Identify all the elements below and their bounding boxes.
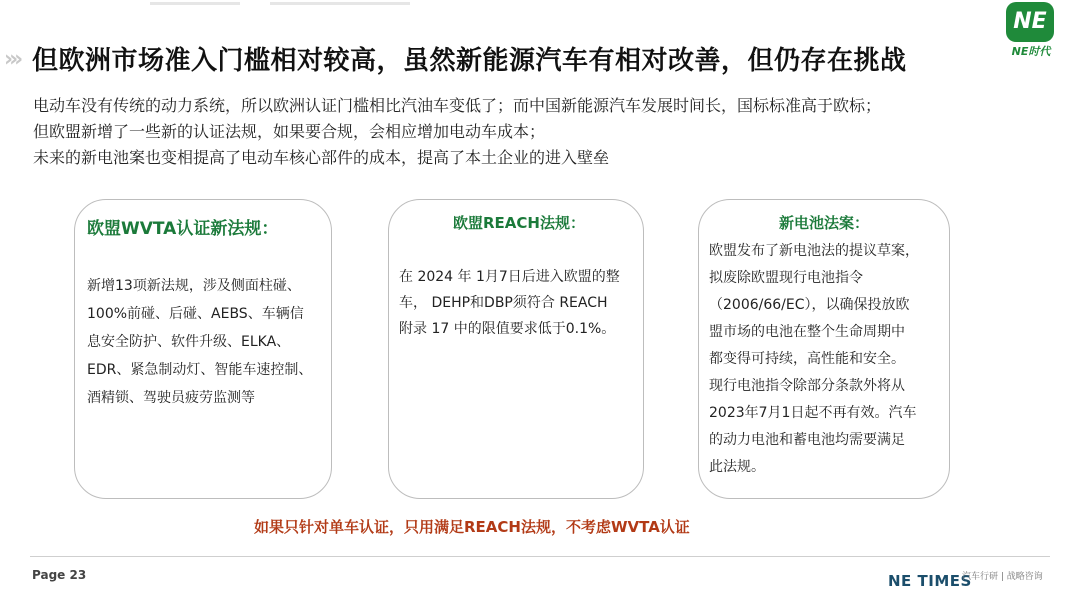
conclusion-note: 如果只针对单车认证，只用满足REACH法规，不考虑WVTA认证 xyxy=(254,518,690,536)
card-body xyxy=(399,264,635,342)
card-title: 新电池法案： xyxy=(779,214,870,232)
page-number: Page 23 xyxy=(32,568,87,582)
card-line: 盟市场的电池在整个生命周期中 xyxy=(709,324,905,340)
footer-tagline: 汽车行研 | 战略咨询 xyxy=(962,572,1043,582)
card-line: 都变得可持续，高性能和安全。 xyxy=(709,351,905,367)
card-line: 现行电池指令除部分条款外将从 xyxy=(709,378,905,394)
footer-divider xyxy=(30,556,1050,557)
brand-logo xyxy=(996,2,1066,58)
intro-line: 未来的新电池案也变相提高了电动车核心部件的成本，提高了本土企业的进入壁垒 xyxy=(33,148,610,167)
logo-text: NE时代 xyxy=(1011,45,1051,58)
battery-regulation-card xyxy=(698,199,950,499)
card-body xyxy=(709,238,945,481)
card-title: 欧盟WVTA认证新法规： xyxy=(87,219,279,239)
card-line: 附录 17 中的限值要求低于0.1%。 xyxy=(399,321,616,337)
top-bar-segment xyxy=(270,2,410,5)
card-line: EDR、紧急制动灯、智能车速控制、 xyxy=(87,362,313,378)
reach-regulation-card xyxy=(388,199,644,499)
intro-line: 电动车没有传统的动力系统，所以欧洲认证门槛相比汽油车变低了；而中国新能源汽车发展时间长，国标标准高于欧标； xyxy=(33,96,882,115)
card-line: 此法规。 xyxy=(709,459,765,475)
card-line: 100%前碰、后碰、AEBS、车辆信 xyxy=(87,306,304,322)
card-title: 欧盟REACH法规： xyxy=(453,214,585,232)
card-line: 欧盟发布了新电池法的提议草案， xyxy=(709,243,919,259)
card-line: 在 2024 年 1月7日后进入欧盟的整 xyxy=(399,269,620,285)
card-line: 拟废除欧盟现行电池指令 xyxy=(709,270,863,286)
page-title: 但欧洲市场准入门槛相对较高，虽然新能源汽车有相对改善，但仍存在挑战 xyxy=(32,46,907,76)
card-line: 新增13项新法规，涉及侧面柱碰、 xyxy=(87,278,301,294)
card-line: 的动力电池和蓄电池均需要满足 xyxy=(709,432,905,448)
intro-paragraph xyxy=(33,93,1063,171)
card-line: 2023年7月1日起不再有效。汽车 xyxy=(709,405,917,421)
card-body xyxy=(87,272,323,412)
footer-brand: NE TIMES xyxy=(888,572,972,590)
top-bar-segment xyxy=(150,2,240,5)
chevron-right-icon: ››› xyxy=(4,47,20,72)
wvta-regulation-card xyxy=(74,199,332,499)
card-line: 酒精锁、驾驶员疲劳监测等 xyxy=(87,390,255,406)
card-line: 车， DEHP和DBP须符合 REACH xyxy=(399,295,608,311)
intro-line: 但欧盟新增了一些新的认证法规，如果要合规，会相应增加电动车成本； xyxy=(33,122,546,141)
top-decoration-bar xyxy=(150,0,410,6)
card-line: （2006/66/EC），以确保投放欧 xyxy=(709,297,910,313)
logo-mark: NE xyxy=(1006,2,1054,42)
card-line: 息安全防护、软件升级、ELKA、 xyxy=(87,334,291,350)
